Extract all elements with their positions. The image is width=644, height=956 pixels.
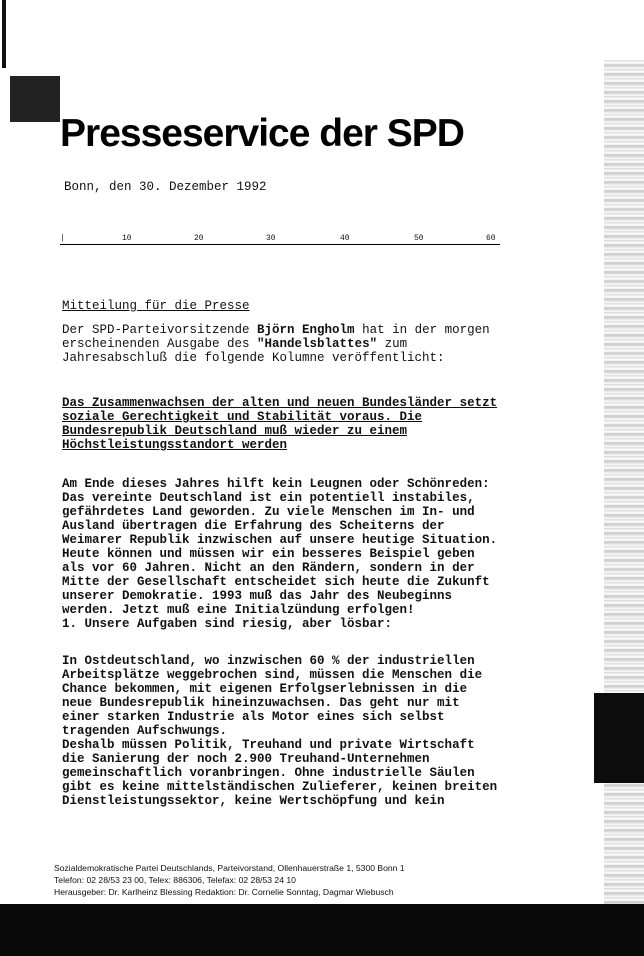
scan-artifact-dark-square [10,76,60,122]
masthead-title: Presseservice der SPD [60,112,464,155]
ruler-tick-30: 30 [266,234,276,243]
section-heading: 1. Unsere Aufgaben sind riesig, aber lösbar: [62,617,393,631]
person-name: Björn Engholm [257,323,355,337]
intro-text: zum [377,337,408,351]
intro-text: erscheinenden Ausgabe des [62,337,258,351]
intro-text: hat in der morgen [354,323,490,337]
scan-artifact-left-mark [2,0,6,68]
ruler-tick-50: 50 [414,234,424,243]
body-paragraph-3: Deshalb müssen Politik, Treuhand und private Wirtschaft die Sanierung der noch 2.900 Treuhand-Unternehmen gemeinschaftlich voranbringen. Ohne industrielle Säulen gibt es keine mittelständischen Zulieferer, keinen breiten Dienstleistungssektor, keine Wertschöpfung und kein [62,738,498,808]
ruler-tick-40: 40 [340,234,350,243]
footer-address: Sozialdemokratische Partei Deutschlands, Parteivorstand, Ollenhauerstraße 1, 5300 Bonn 1 [54,863,405,873]
scan-artifact-right-edge [604,60,644,920]
newspaper-name: "Handelsblattes" [257,337,378,351]
ruler-tick-10: 10 [122,234,132,243]
ruler-line [60,244,500,245]
ruler-tick-20: 20 [194,234,204,243]
press-release-label: Mitteilung für die Presse [62,299,250,313]
footer-contact: Telefon: 02 28/53 23 00, Telex: 886306, Telefax: 02 28/53 24 10 [54,875,296,885]
scan-artifact-bottom-edge [0,904,644,956]
ruler-start-tick: | [60,234,65,243]
footer-editors: Herausgeber: Dr. Karlheinz Blessing Redaktion: Dr. Cornelie Sonntag, Dagmar Wiebusch [54,887,394,897]
intro-text: Jahresabschluß die folgende Kolumne veröffentlicht: [62,351,445,365]
body-paragraph-2: In Ostdeutschland, wo inzwischen 60 % der industriellen Arbeitsplätze weggebrochen sind, müssen die Menschen die Chance bekommen, mit eigenen Erfolgserlebnissen in die neue Bundesrepublik hineinzuwachsen. Das geht nur mit einer starken Industrie als Motor eines sich selbst tragenden Aufschwungs. [62,654,483,738]
typewriter-ruler [60,234,500,246]
intro-paragraph [62,323,490,365]
body-paragraph-1: Am Ende dieses Jahres hilft kein Leugnen oder Schönreden: Das vereinte Deutschland ist ein potentiell instabiles, gefährdetes Land geworden. Zu viele Menschen im In- und Ausland übertragen die Erfahrung des Scheiterns der Weimarer Republik inzwischen auf unsere heutige Situation. Heute können und müssen wir ein besseres Beispiel geben als vor 60 Jahren. Nicht an den Rändern, sondern in der Mitte der Gesellschaft entscheidet sich heute die Zukunft unserer Demokratie. 1993 muß das Jahr des Neubeginns werden. Jetzt muß eine Initialzündung erfolgen! [62,477,498,617]
redaction-block [594,693,644,783]
intro-text: Der SPD-Parteivorsitzende [62,323,258,337]
dateline: Bonn, den 30. Dezember 1992 [64,180,267,194]
column-headline: Das Zusammenwachsen der alten und neuen Bundesländer setzt soziale Gerechtigkeit und Stabilität voraus. Die Bundesrepublik Deutschland muß wieder zu einem Höchstleistungsstandort werden [62,396,498,452]
letterhead-footer [54,862,405,898]
ruler-tick-60: 60 [486,234,496,243]
